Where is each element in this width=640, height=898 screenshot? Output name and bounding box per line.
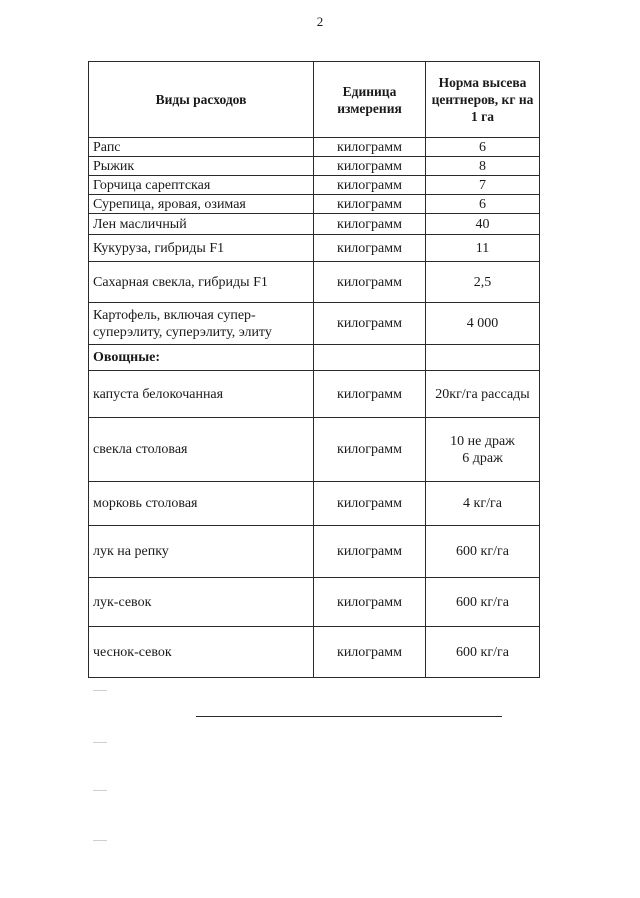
table-row <box>89 262 540 303</box>
row-rate: 40 <box>426 214 540 235</box>
row-name: Рыжик <box>89 157 314 176</box>
header-unit: Единица измерения <box>314 62 426 138</box>
row-name: Сурепица, яровая, озимая <box>89 195 314 214</box>
row-name: Сахарная свекла, гибриды F1 <box>89 262 314 303</box>
table-row <box>89 176 540 195</box>
row-rate: 4 000 <box>426 303 540 345</box>
header-expense-type: Виды расходов <box>89 62 314 138</box>
table-row <box>89 138 540 157</box>
signature-line <box>196 716 502 717</box>
header-rate: Норма высева центнеров, кг на 1 га <box>426 62 540 138</box>
empty-cell <box>426 345 540 371</box>
table-row <box>89 235 540 262</box>
row-rate: 600 кг/га <box>426 526 540 578</box>
table-row <box>89 157 540 176</box>
row-rate: 20кг/га рассады <box>426 371 540 418</box>
row-unit: килограмм <box>314 482 426 526</box>
row-unit: килограмм <box>314 195 426 214</box>
row-unit: килограмм <box>314 627 426 678</box>
row-unit: килограмм <box>314 526 426 578</box>
rate-line: 10 не драж <box>450 433 515 449</box>
row-rate: 600 кг/га <box>426 627 540 678</box>
row-unit: килограмм <box>314 578 426 627</box>
row-unit: килограмм <box>314 214 426 235</box>
row-name: морковь столовая <box>89 482 314 526</box>
table-row <box>89 303 540 345</box>
row-name: Кукуруза, гибриды F1 <box>89 235 314 262</box>
scan-artifact <box>93 690 107 691</box>
section-label: Овощные: <box>89 345 314 371</box>
row-unit: килограмм <box>314 303 426 345</box>
row-rate: 6 <box>426 138 540 157</box>
row-rate: 6 <box>426 195 540 214</box>
rate-line: 6 драж <box>462 450 503 466</box>
row-name: лук на репку <box>89 526 314 578</box>
page-number: 2 <box>316 14 324 29</box>
section-row-vegetables <box>89 345 540 371</box>
table-row <box>89 195 540 214</box>
row-name: Картофель, включая супер-суперэлиту, суперэлиту, элиту <box>89 303 314 345</box>
table-row <box>89 371 540 418</box>
row-rate: 7 <box>426 176 540 195</box>
row-unit: килограмм <box>314 176 426 195</box>
row-rate: 11 <box>426 235 540 262</box>
row-name: свекла столовая <box>89 418 314 482</box>
row-rate <box>426 418 540 482</box>
row-unit: килограмм <box>314 371 426 418</box>
row-unit: килограмм <box>314 418 426 482</box>
row-name: Рапс <box>89 138 314 157</box>
table-row <box>89 627 540 678</box>
row-name: лук-севок <box>89 578 314 627</box>
row-unit: килограмм <box>314 138 426 157</box>
table-header-row <box>89 62 540 138</box>
row-name: Лен масличный <box>89 214 314 235</box>
row-rate: 2,5 <box>426 262 540 303</box>
row-name: Горчица сарептская <box>89 176 314 195</box>
table-row <box>89 482 540 526</box>
row-name: чеснок-севок <box>89 627 314 678</box>
row-unit: килограмм <box>314 262 426 303</box>
table-row <box>89 214 540 235</box>
row-unit: килограмм <box>314 157 426 176</box>
row-rate: 8 <box>426 157 540 176</box>
table-row <box>89 578 540 627</box>
row-unit: килограмм <box>314 235 426 262</box>
empty-cell <box>314 345 426 371</box>
table-row <box>89 526 540 578</box>
scan-artifact <box>93 840 107 841</box>
table-row <box>89 418 540 482</box>
row-rate: 600 кг/га <box>426 578 540 627</box>
row-rate: 4 кг/га <box>426 482 540 526</box>
scan-artifact <box>93 790 107 791</box>
seeding-norms-table <box>88 61 540 678</box>
row-name: капуста белокочанная <box>89 371 314 418</box>
scan-artifact <box>93 742 107 743</box>
